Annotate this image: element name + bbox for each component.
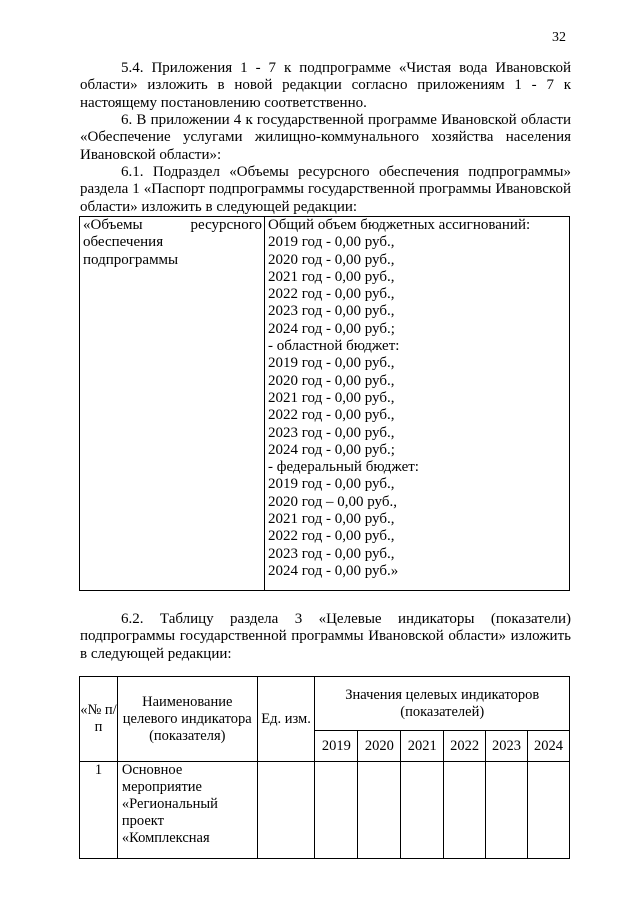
resource-line: 2024 год - 0,00 руб.» <box>268 562 399 579</box>
page-number: 32 <box>552 30 566 45</box>
paragraph-6-1: 6.1. Подраздел «Объемы ресурсного обеспечения подпрограммы» раздела 1 «Паспорт подпрограммы государственной программы Ивановской области» изложить в следующей редакции: <box>80 164 571 215</box>
resource-label-cell <box>80 217 265 591</box>
row-value-2021 <box>401 762 444 859</box>
resource-line: 2021 год - 0,00 руб., <box>268 389 395 406</box>
resource-line: 2022 год - 0,00 руб., <box>268 407 395 424</box>
resource-line: 2023 год - 0,00 руб., <box>268 424 395 441</box>
resource-label-line-2: обеспечения <box>83 234 164 251</box>
resource-line: 2022 год - 0,00 руб., <box>268 528 395 545</box>
resource-line: 2021 год - 0,00 руб., <box>268 511 395 528</box>
resource-values-cell <box>265 217 570 591</box>
year-2022: 2022 <box>444 731 486 762</box>
resource-line: Общий объем бюджетных ассигнований: <box>268 217 531 233</box>
resource-line: 2019 год - 0,00 руб., <box>268 476 395 493</box>
resource-line: 2024 год - 0,00 руб.; <box>268 441 395 458</box>
year-2023: 2023 <box>486 731 528 762</box>
paragraph-6-2: 6.2. Таблицу раздела 3 «Целевые индикаторы (показатели) подпрограммы государственной программы Ивановской области» изложить в следующей редакции: <box>80 611 571 662</box>
paragraph-5-4: 5.4. Приложения 1 - 7 к подпрограмме «Чистая вода Ивановской области» изложить в новой редакции согласно приложениям 1 - 7 к настоящему постановлению соответственно. <box>80 60 571 111</box>
resource-line: - федеральный бюджет: <box>268 459 419 476</box>
resource-line: 2020 год - 0,00 руб., <box>268 251 395 268</box>
year-2024: 2024 <box>528 731 570 762</box>
resource-table <box>79 216 570 591</box>
row-name-line: проект <box>121 813 164 829</box>
resource-line: 2022 год - 0,00 руб., <box>268 286 395 303</box>
resource-line: 2021 год - 0,00 руб., <box>268 268 395 285</box>
resource-line: 2024 год - 0,00 руб.; <box>268 320 395 337</box>
resource-line: 2020 год - 0,00 руб., <box>268 372 395 389</box>
row-name-line: мероприятие <box>121 779 202 795</box>
indicators-table <box>79 676 570 859</box>
year-2019: 2019 <box>315 731 358 762</box>
header-unit: Ед. изм. <box>257 677 315 762</box>
header-num: «№ п/п <box>80 677 118 762</box>
resource-table-row <box>80 217 570 591</box>
resource-line: 2023 год - 0,00 руб., <box>268 303 395 320</box>
resource-line: 2019 год - 0,00 руб., <box>268 234 395 251</box>
row-unit <box>257 762 315 859</box>
paragraph-6: 6. В приложении 4 к государственной программе Ивановской области «Обеспечение услугами жилищно-коммунального хозяйства населения Ивановской области»: <box>80 112 571 163</box>
resource-line: 2019 год - 0,00 руб., <box>268 355 395 372</box>
resource-line: - областной бюджет: <box>268 338 400 355</box>
row-value-2023 <box>486 762 528 859</box>
row-name-line: «Региональный <box>121 796 218 812</box>
year-2020: 2020 <box>358 731 401 762</box>
resource-label-word-2: ресурсного <box>190 217 262 233</box>
indicators-header-row <box>80 677 570 731</box>
row-value-2019 <box>315 762 358 859</box>
header-name: Наименование целевого индикатора (показателя) <box>117 677 257 762</box>
row-name-line: «Комплексная <box>121 830 210 846</box>
row-num: 1 <box>80 762 118 859</box>
row-name <box>117 762 257 859</box>
year-2021: 2021 <box>401 731 444 762</box>
row-value-2020 <box>358 762 401 859</box>
table-row <box>80 762 570 859</box>
resource-line: 2020 год – 0,00 руб., <box>268 493 397 510</box>
resource-label-line-3: подпрограммы <box>83 251 179 268</box>
row-value-2024 <box>528 762 570 859</box>
resource-line: 2023 год - 0,00 руб., <box>268 545 395 562</box>
header-values: Значения целевых индикаторов (показателей) <box>315 677 570 731</box>
row-value-2022 <box>444 762 486 859</box>
resource-label-word-1: «Объемы <box>83 217 143 233</box>
row-name-line: Основное <box>121 762 183 778</box>
